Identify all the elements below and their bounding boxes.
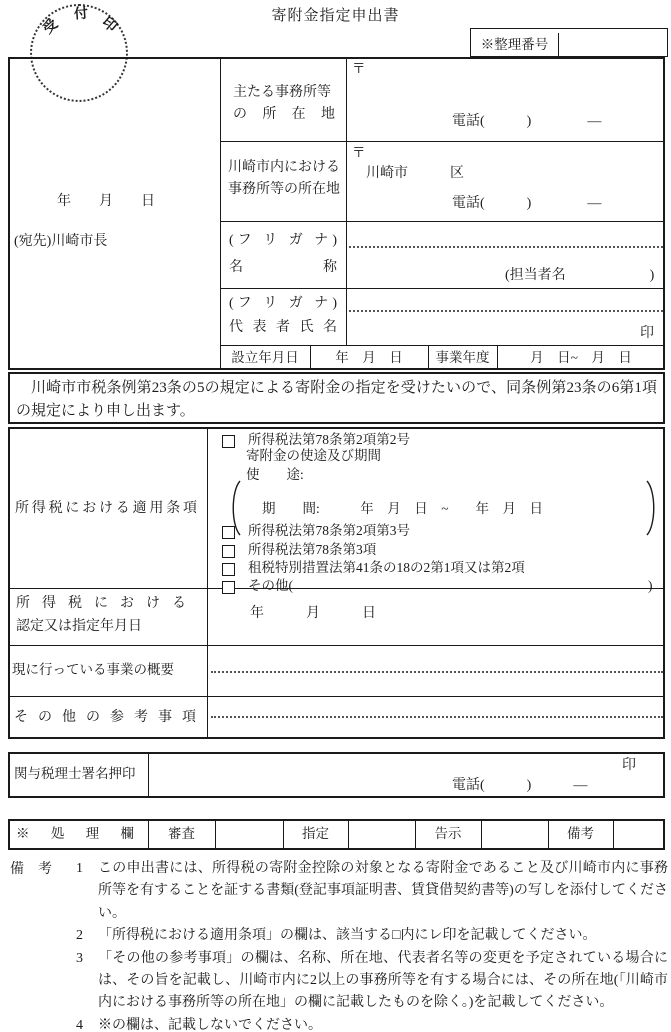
checkbox-clause-3[interactable] (222, 545, 235, 558)
audit-label: 審査 (168, 826, 195, 841)
declaration-text: 川崎市市税条例第23条の5の規定による寄附金の指定を受けたいので、同条例第23条の6第1項の規定により申し出ます。 (8, 372, 665, 424)
notice-field[interactable] (482, 820, 547, 849)
clause-5-label: その他( (248, 578, 293, 593)
clause-5-close-paren: ) (648, 578, 653, 593)
notice-label: 告示 (434, 826, 462, 841)
furigana-label: (フ リ ガ ナ) (229, 233, 337, 248)
city-office-label: 事務所等の所在地 (228, 182, 340, 197)
note-item (76, 948, 668, 1015)
main-office-label: 主たる事務所等 (233, 85, 331, 100)
note-text: 「所得税における適用条項」の欄は、該当する□内にレ印を記載してください。 (98, 928, 597, 944)
other-reference-label: そ の 他 の 参 考 事 項 (14, 710, 196, 725)
designation-field[interactable] (349, 820, 414, 849)
designation-label: 指定 (302, 826, 329, 841)
city-office-address-field[interactable]: 川崎市 区 (366, 166, 464, 181)
main-office-address-field[interactable] (360, 78, 655, 108)
designation-date-label: 認定又は指定年月日 (16, 619, 142, 634)
designation-date-value[interactable]: 年 月 日 (250, 606, 376, 621)
stamp-char: 付 (73, 6, 89, 23)
note-item (76, 858, 668, 925)
table-divider (148, 752, 149, 798)
audit-field[interactable] (216, 820, 282, 849)
table-divider (220, 141, 665, 142)
checkbox-clause-5[interactable] (222, 581, 235, 594)
city-office-label: 川崎市内における (228, 160, 340, 175)
establishment-date-value[interactable]: 年 月 日 (335, 350, 403, 365)
table-divider (346, 57, 347, 345)
table-divider (220, 288, 665, 289)
note-text: 「その他の参考事項」の欄は、名称、所在地、代表者名等の変更を予定されている場合には、その旨を記載し、川崎市内に2以上の事務所等を有する場合には、その所在地(「川崎市内における事務所等の所在地」の欄に記載したものを除く。)を記載してください。 (98, 950, 668, 1011)
fiscal-year-value[interactable]: 月 日~ 月 日 (530, 350, 632, 365)
tax-accountant-label: 関与税理士署名押印 (14, 766, 136, 781)
other-reference-field[interactable] (211, 716, 663, 718)
applicable-clauses-label: 所得税における適用条項 (15, 501, 197, 516)
representative-field[interactable] (350, 314, 620, 338)
clause-1-label: 所得税法第78条第2項第2号 (248, 432, 410, 447)
notes-label: 備 考 (10, 862, 52, 877)
fiscal-year-label: 事業年度 (435, 350, 490, 365)
addressee: (宛先)川崎市長 (14, 234, 108, 249)
business-overview-label: 現に行っている事業の概要 (12, 662, 174, 677)
note-number: 1 (76, 861, 83, 876)
notes-list (8, 858, 668, 1032)
reference-number-field[interactable] (560, 29, 667, 56)
remarks-field[interactable] (614, 820, 664, 849)
furigana-input-line[interactable] (349, 310, 663, 312)
seal-mark: 印 (640, 326, 654, 341)
seal-mark: 印 (622, 758, 636, 773)
tax-accountant-signature-area[interactable] (155, 755, 595, 775)
table-divider (10, 696, 663, 697)
table-divider (207, 427, 208, 739)
page-title: 寄附金指定申出書 (271, 8, 400, 24)
note-item (76, 925, 668, 947)
large-paren-right (644, 443, 660, 573)
reference-number-box (470, 28, 668, 57)
remarks-label: 備考 (567, 826, 594, 841)
processing-label: ※ 処 理 欄 (16, 826, 134, 841)
usage-label[interactable]: 使 途: (246, 467, 304, 482)
postal-mark: 〒 (352, 145, 366, 160)
note-number: 4 (76, 1017, 83, 1032)
note-number: 2 (76, 928, 83, 944)
clause-2-label: 所得税法第78条第2項第3号 (248, 523, 410, 538)
establishment-date-label: 設立年月日 (231, 350, 299, 365)
note-number: 3 (76, 950, 83, 966)
checkbox-clause-4[interactable] (222, 563, 235, 576)
period-field[interactable]: 期 間: 年 月 日 ~ 年 月 日 (262, 501, 544, 516)
reference-number-label: ※整理番号 (471, 33, 559, 58)
stamp-char: 受 (40, 16, 62, 38)
clause-3-label: 所得税法第78条第3項 (248, 542, 377, 557)
name-label: 名 称 (229, 260, 337, 275)
stamp-char: 印 (98, 14, 120, 36)
business-overview-field[interactable] (211, 671, 663, 673)
checkbox-clause-2[interactable] (222, 526, 235, 539)
tax-accountant-phone[interactable]: 電話( ) ― (452, 778, 588, 793)
other-clause-field[interactable] (300, 577, 640, 595)
main-office-label: の 所 在 地 (233, 107, 335, 122)
furigana-label: (フ リ ガ ナ) (229, 296, 337, 311)
clause-4-label: 租税特別措置法第41条の18の2第1項又は第2項 (248, 560, 525, 575)
usage-period-heading: 寄附金の使途及び期間 (246, 448, 381, 463)
note-text: ※の欄は、記載しないでください。 (98, 1017, 322, 1032)
main-office-phone[interactable]: 電話( ) ― (452, 114, 602, 129)
table-divider (220, 345, 665, 346)
postal-mark: 〒 (352, 61, 366, 76)
note-text: この申出書には、所得税の寄附金控除の対象となる寄附金であること及び川崎市内に事務所等を有することを証する書類(登記事項証明書、賃貸借契約書等)の写しを添付してください。 (98, 861, 668, 921)
furigana-input-line[interactable] (349, 246, 663, 248)
application-date[interactable]: 年 月 日 (57, 194, 155, 209)
table-divider (220, 221, 665, 222)
note-item (76, 1015, 668, 1032)
table-divider (10, 645, 663, 646)
city-office-phone[interactable]: 電話( ) ― (452, 196, 602, 211)
representative-label: 代 表 者 氏 名 (229, 320, 337, 335)
table-divider (220, 57, 221, 370)
contact-person-note[interactable]: (担当者名 ) (505, 268, 655, 283)
designation-date-label: 所 得 税 に お け る (16, 596, 186, 611)
